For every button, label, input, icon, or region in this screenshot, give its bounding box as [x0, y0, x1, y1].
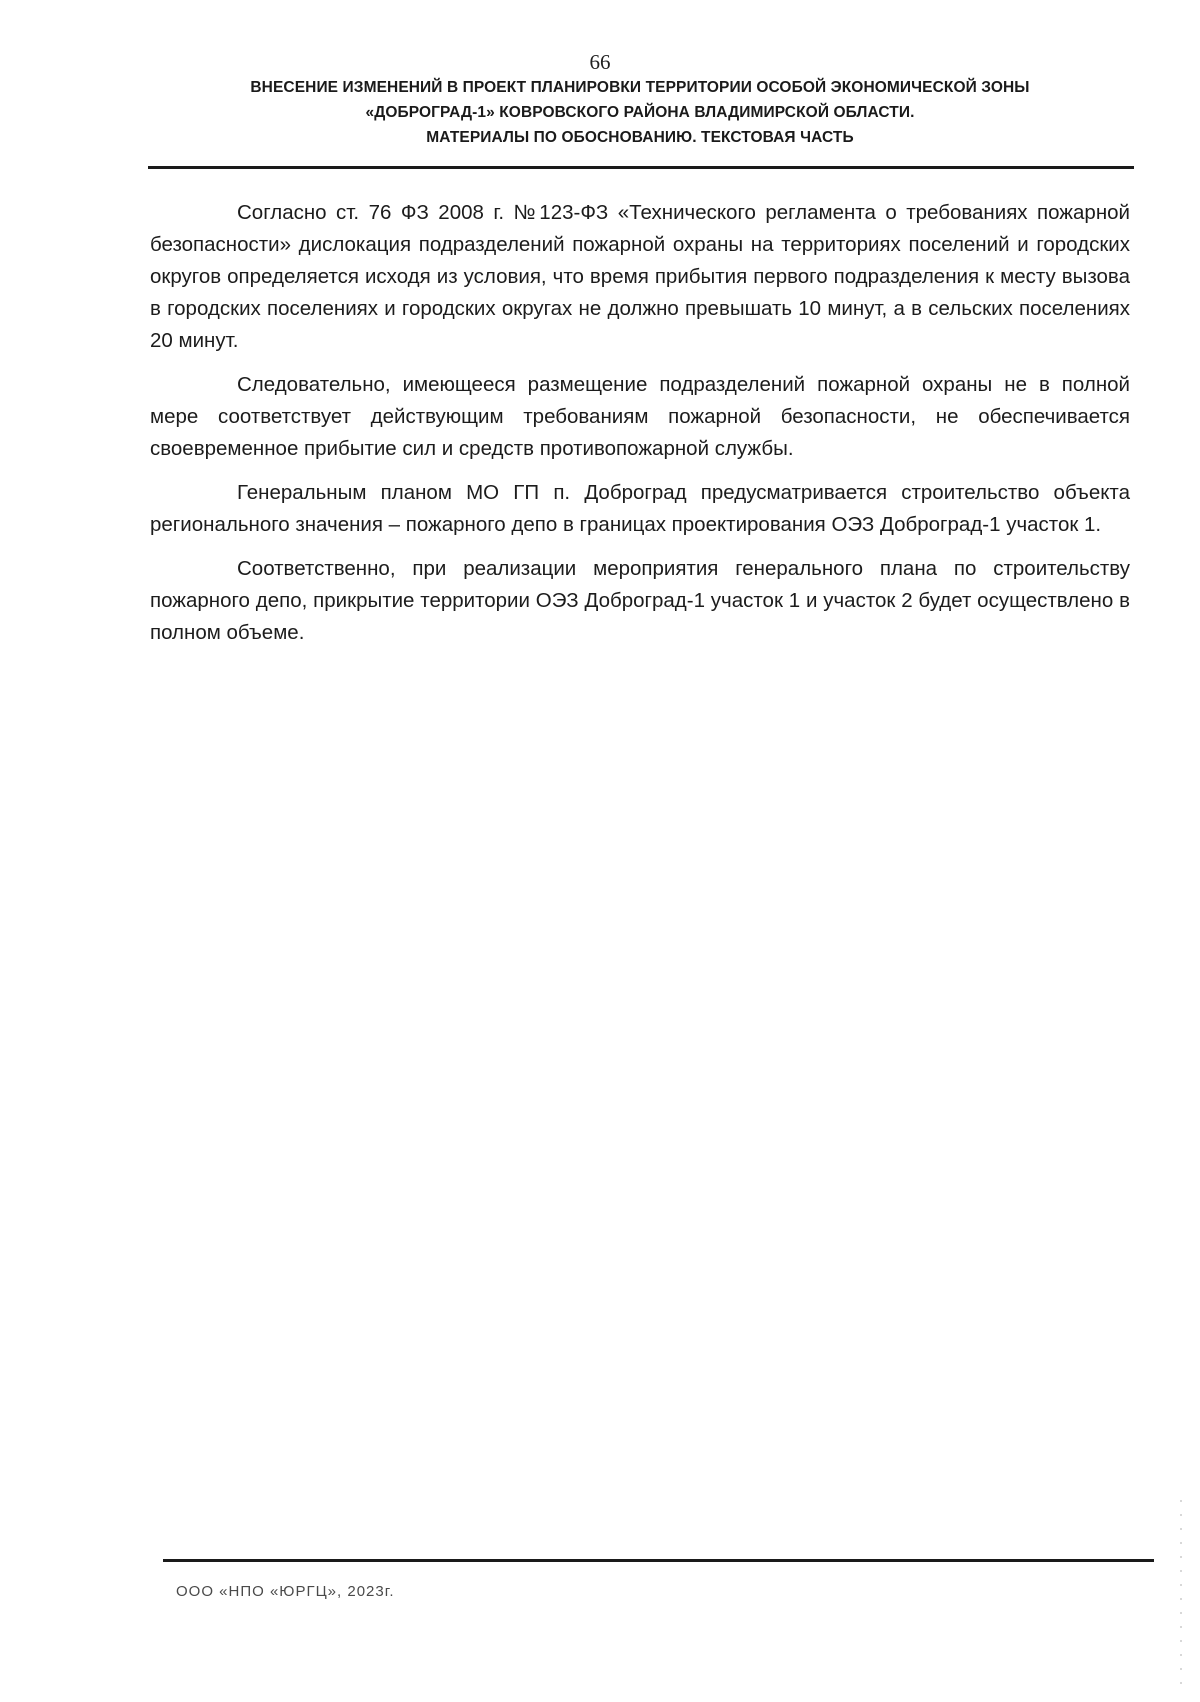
paragraph-regulation: Согласно ст. 76 ФЗ 2008 г. №123-ФЗ «Технического регламента о требованиях пожарной безопасности» дислокация подразделений пожарной охраны на территориях поселений и городских округов определяется исходя из условия, что время прибытия первого подразделения к месту вызова в городских поселениях и городских округах не должно превышать 10 минут, а в сельских поселениях 20 минут. [150, 201, 1130, 352]
paragraph-general-plan: Генеральным планом МО ГП п. Доброград предусматривается строительство объекта регионального значения – пожарного депо в границах проектирования ОЭЗ Доброград-1 участок 1. [150, 481, 1130, 536]
paragraph-result: Соответственно, при реализации мероприятия генерального плана по строительству пожарного депо, прикрытие территории ОЭЗ Доброград-1 участок 1 и участок 2 будет осуществлено в полном объеме. [150, 557, 1130, 644]
header-line-3: МАТЕРИАЛЫ ПО ОБОСНОВАНИЮ. ТЕКСТОВАЯ ЧАСТЬ [426, 129, 854, 146]
footer-divider [163, 1559, 1154, 1562]
header-line-2: «ДОБРОГРАД-1» КОВРОВСКОГО РАЙОНА ВЛАДИМИРСКОЙ ОБЛАСТИ. [365, 104, 915, 121]
paragraph-conclusion: Следовательно, имеющееся размещение подразделений пожарной охраны не в полной мере соответствует действующим требованиям пожарной безопасности, не обеспечивается своевременное прибытие сил и средств противопожарной службы. [150, 373, 1130, 460]
document-body [150, 197, 1130, 661]
document-header [150, 75, 1130, 150]
header-divider [148, 166, 1134, 169]
page-number: 66 [589, 50, 611, 74]
footer-organization: ООО «НПО «ЮРГЦ», 2023г. [176, 1583, 395, 1600]
scan-artifact [1180, 1500, 1182, 1690]
header-line-1: ВНЕСЕНИЕ ИЗМЕНЕНИЙ В ПРОЕКТ ПЛАНИРОВКИ ТЕРРИТОРИИ ОСОБОЙ ЭКОНОМИЧЕСКОЙ ЗОНЫ [250, 79, 1030, 96]
